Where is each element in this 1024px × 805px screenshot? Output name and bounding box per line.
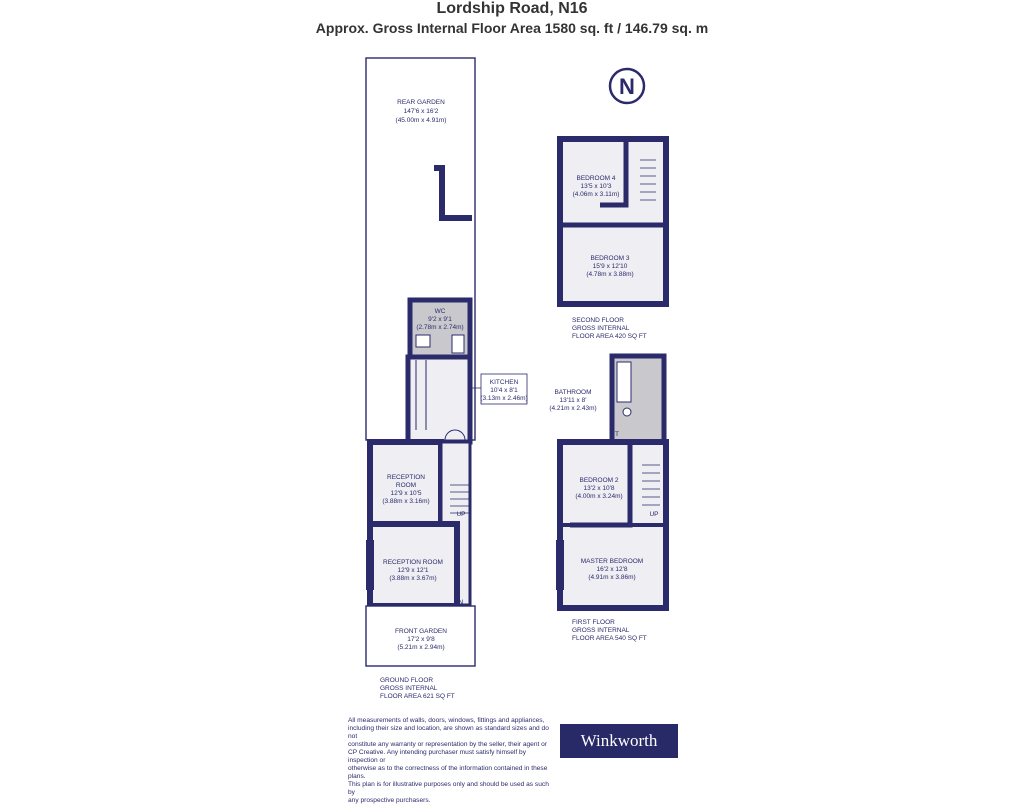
bathroom-label: BATHROOM bbox=[554, 389, 592, 396]
ground-floor-area-line3: FLOOR AREA 621 SQ FT bbox=[380, 693, 455, 700]
bedroom-4-label: BEDROOM 4 bbox=[576, 175, 616, 182]
bathroom-dim-metric: (4.21m x 2.43m) bbox=[549, 405, 597, 412]
disclaimer-line: otherwise as to the correctness of the information contained in these plans. bbox=[348, 765, 548, 780]
reception-room-2-dim-metric: (3.88m x 3.67m) bbox=[389, 575, 437, 582]
disclaimer-line: constitute any warranty or representation by the seller, their agent or bbox=[348, 741, 548, 748]
first-floor-t-label: T bbox=[615, 431, 619, 438]
disclaimer-line: All measurements of walls, doors, windows, fittings and appliances, bbox=[348, 717, 545, 724]
wc-dim-imperial: 9'2 x 9'1 bbox=[428, 316, 452, 323]
bedroom-2-dim-metric: (4.00m x 3.24m) bbox=[575, 493, 623, 500]
reception-room-1-dim-metric: (3.88m x 3.16m) bbox=[382, 498, 430, 505]
disclaimer bbox=[348, 717, 553, 805]
kitchen-label: KITCHEN bbox=[489, 379, 519, 386]
compass-letter: N bbox=[619, 74, 635, 99]
page-subtitle: Approx. Gross Internal Floor Area 1580 sq. ft / 146.79 sq. m bbox=[315, 20, 709, 36]
ground-floor-area-line2: GROSS INTERNAL bbox=[380, 685, 438, 692]
rear-garden-dim-imperial: 147'6 x 16'2 bbox=[403, 108, 439, 115]
disclaimer-line: any prospective purchasers. bbox=[348, 797, 431, 804]
kitchen-dim-imperial: 10'4 x 8'1 bbox=[490, 387, 518, 394]
rear-garden-dim-metric: (45.00m x 4.91m) bbox=[395, 117, 447, 124]
wc-dim-metric: (2.78m x 2.74m) bbox=[416, 324, 464, 331]
kitchen-dim-metric: (3.13m x 2.46m) bbox=[480, 395, 528, 402]
front-garden-label: FRONT GARDEN bbox=[395, 628, 447, 635]
reception-room-2-dim-imperial: 12'9 x 12'1 bbox=[397, 567, 429, 574]
kitchen-room bbox=[408, 357, 470, 442]
page-title: Lordship Road, N16 bbox=[436, 0, 588, 17]
bedroom-3-dim-imperial: 15'9 x 12'10 bbox=[592, 263, 628, 270]
first-up-label: UP bbox=[649, 511, 659, 518]
second-floor-plan bbox=[560, 139, 666, 304]
bedroom-4-dim-metric: (4.06m x 3.11m) bbox=[572, 191, 620, 198]
reception-room-1-label-line1: RECEPTION bbox=[387, 474, 425, 481]
bedroom-3-dim-metric: (4.78m x 3.88m) bbox=[586, 271, 634, 278]
second-floor-outline bbox=[560, 139, 666, 304]
master-bedroom-label: MASTER BEDROOM bbox=[580, 558, 644, 565]
reception-room-1-label-line2: ROOM bbox=[395, 482, 417, 489]
entrance-label: IN bbox=[456, 599, 464, 606]
brand-logo: Winkworth bbox=[560, 724, 678, 758]
first-floor-area-line3: FLOOR AREA 540 SQ FT bbox=[572, 635, 647, 642]
disclaimer-line: CP Creative. Any intending purchaser must satisfy himself by inspection or bbox=[348, 749, 526, 764]
front-garden-dim-metric: (5.21m x 2.94m) bbox=[397, 644, 445, 651]
first-floor-area-line2: GROSS INTERNAL bbox=[572, 627, 630, 634]
wc-toilet bbox=[452, 335, 464, 353]
reception-room-2-label: RECEPTION ROOM bbox=[383, 559, 443, 566]
disclaimer-line: This plan is for illustrative purposes only and should be used as such by bbox=[348, 781, 549, 796]
master-bedroom-dim-imperial: 16'2 x 12'8 bbox=[596, 566, 628, 573]
second-floor-area-line3: FLOOR AREA 420 SQ FT bbox=[572, 333, 647, 340]
rear-garden-label: REAR GARDEN bbox=[397, 99, 445, 106]
reception-room-1-dim-imperial: 12'9 x 10'5 bbox=[390, 490, 422, 497]
bedroom-2-label: BEDROOM 2 bbox=[579, 477, 619, 484]
bathroom-toilet bbox=[623, 408, 631, 416]
bathroom-dim-imperial: 13'11 x 8' bbox=[559, 397, 587, 404]
front-garden-dim-imperial: 17'2 x 9'8 bbox=[407, 636, 435, 643]
disclaimer-line: including their size and location, are shown as standard sizes and do not bbox=[348, 725, 549, 740]
bathroom-bath bbox=[617, 362, 631, 402]
ground-up-label: UP bbox=[456, 511, 466, 518]
second-floor-area-line2: GROSS INTERNAL bbox=[572, 325, 630, 332]
ground-floor-area-line1: GROUND FLOOR bbox=[380, 677, 434, 684]
compass bbox=[610, 69, 644, 103]
wc-label: WC bbox=[434, 308, 446, 315]
master-bedroom-dim-metric: (4.91m x 3.86m) bbox=[588, 574, 636, 581]
first-floor-area-line1: FIRST FLOOR bbox=[572, 619, 615, 626]
bedroom-2-dim-imperial: 13'2 x 10'8 bbox=[583, 485, 615, 492]
bedroom-3-label: BEDROOM 3 bbox=[590, 255, 630, 262]
wc-basin bbox=[416, 335, 430, 347]
second-floor-area-line1: SECOND FLOOR bbox=[572, 317, 625, 324]
bedroom-4-dim-imperial: 13'5 x 10'3 bbox=[580, 183, 612, 190]
